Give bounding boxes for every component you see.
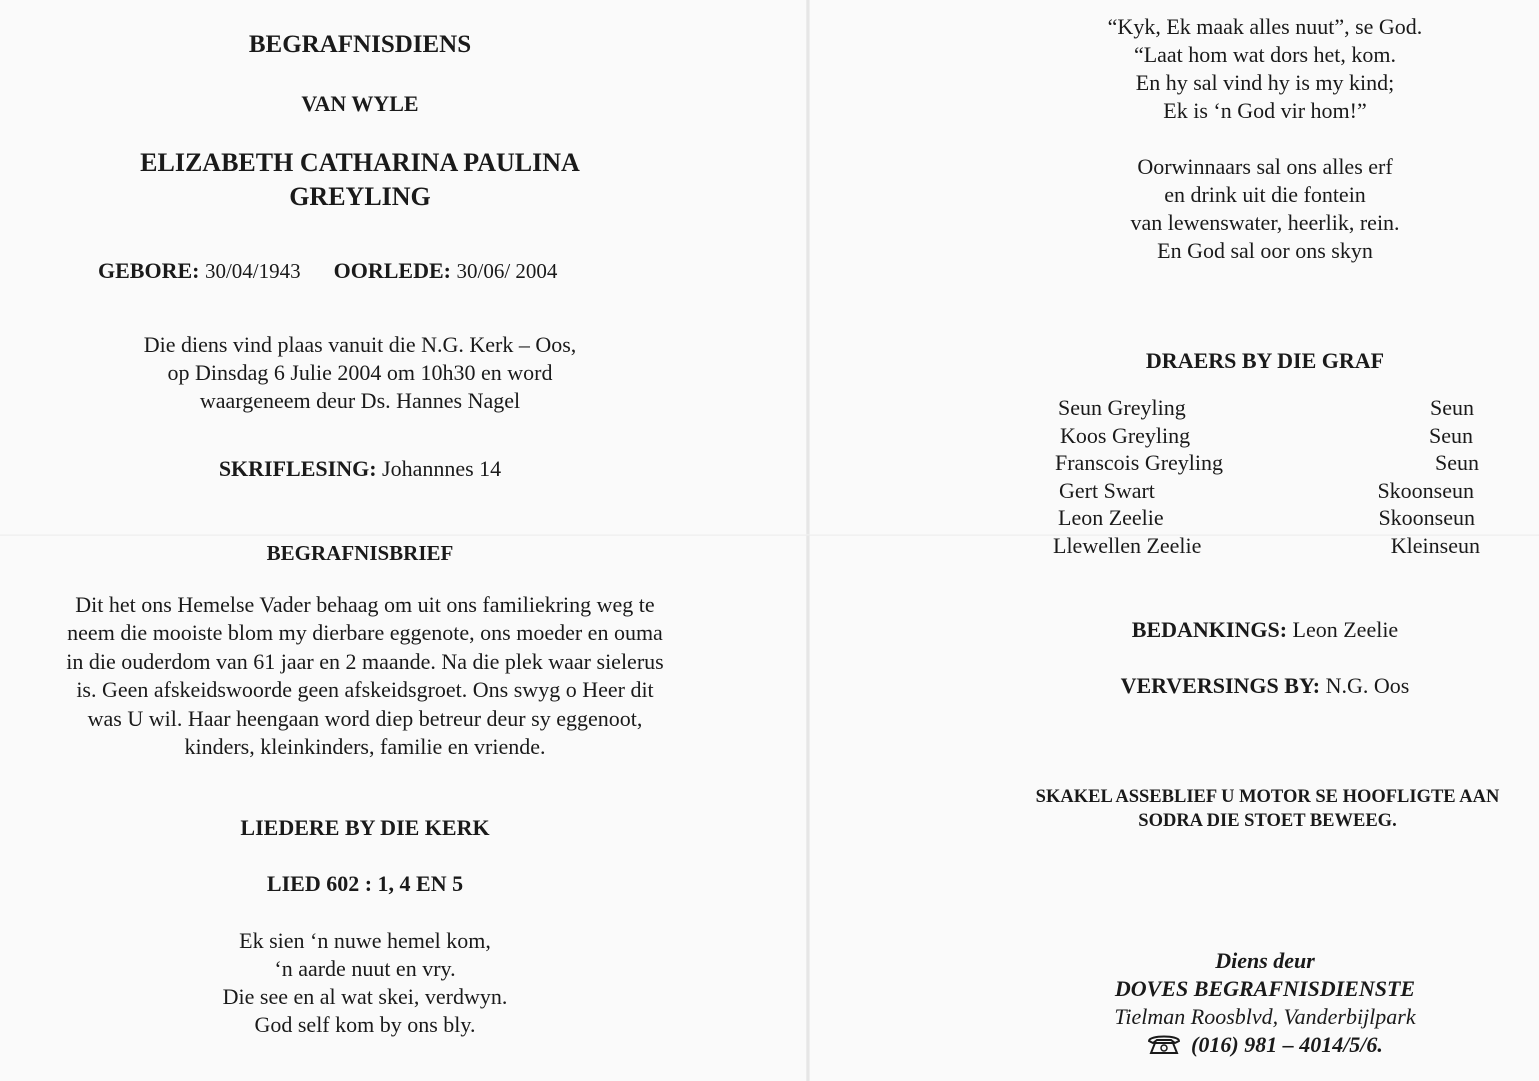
verse-line: En hy sal vind hy is my kind;: [1135, 70, 1395, 95]
bearer-name: Gert Swart: [1059, 478, 1155, 503]
undertaker-intro: Diens deur: [1215, 948, 1315, 973]
thanks-value: Leon Zeelie: [1292, 617, 1399, 642]
bearer-relation: Kleinseun: [1390, 533, 1480, 558]
horizontal-fold: [0, 534, 1539, 536]
verse-line: Ek is ‘n God vir hom!”: [1163, 98, 1367, 123]
bearer-name: Leon Zeelie: [1058, 505, 1164, 530]
bearer-relation: Skoonseun: [1378, 505, 1475, 530]
service-line: Die diens vind plaas vanuit die N.G. Kerk – Oos,: [143, 332, 577, 357]
brief-line: kinders, kleinkinders, familie en vriende.: [184, 734, 546, 760]
undertaker-phone: (016) 981 – 4014/5/6.: [1191, 1032, 1383, 1057]
thanks-row: [1015, 617, 1515, 643]
reading-value: Johannnes 14: [382, 456, 502, 481]
bearer-relation: Skoonseun: [1377, 478, 1474, 503]
verse-line: “Laat hom wat dors het, kom.: [1133, 42, 1397, 67]
undertaker-phone-row: [1015, 1031, 1515, 1062]
hymn-verse-left: [60, 927, 670, 1039]
bearers-heading: DRAERS BY DIE GRAF: [1145, 348, 1385, 373]
verse-line: Die see en al wat skei, verdwyn.: [222, 984, 508, 1009]
verse-line: “Kyk, Ek maak alles nuut”, se God.: [1107, 14, 1423, 39]
scripture-reading: [60, 456, 660, 482]
born-date: 30/04/1943: [204, 259, 301, 283]
dates-row: [98, 258, 557, 284]
van-wyle-heading: VAN WYLE: [301, 91, 419, 116]
undertaker-block: [1015, 947, 1515, 1062]
notice-line: SODRA DIE STOET BEWEEG.: [1138, 811, 1397, 831]
bearer-name: Llewellen Zeelie: [1053, 533, 1202, 558]
funeral-letter: [20, 591, 710, 761]
thanks-label: BEDANKINGS:: [1131, 617, 1288, 642]
refresh-label: VERVERSINGS BY:: [1120, 673, 1321, 698]
verse-line: van lewenswater, heerlik, rein.: [1130, 210, 1400, 235]
hymn-verse-right: [1015, 13, 1515, 265]
headlights-notice: [990, 785, 1539, 833]
name-line-2: GREYLING: [289, 182, 431, 211]
born-label: GEBORE:: [98, 258, 200, 283]
bearer-name: Koos Greyling: [1060, 423, 1191, 448]
songs-heading: LIEDERE BY DIE KERK: [240, 815, 490, 840]
center-fold: [806, 0, 810, 1081]
bearer-relation: Seun: [1435, 450, 1479, 475]
bearer-name: Seun Greyling: [1058, 395, 1186, 420]
verse-line: Oorwinnaars sal ons alles erf: [1137, 154, 1393, 179]
verse-line: En God sal oor ons skyn: [1157, 238, 1373, 263]
verse-line: Ek sien ‘n nuwe hemel kom,: [239, 928, 491, 953]
refresh-value: N.G. Oos: [1325, 673, 1410, 698]
verse-line: ‘n aarde nuut en vry.: [274, 956, 456, 981]
service-line: op Dinsdag 6 Julie 2004 om 10h30 en word: [167, 360, 553, 385]
brief-line: Dit het ons Hemelse Vader behaag om uit ons familiekring weg te: [75, 592, 655, 617]
verse-line: God self kom by ons bly.: [254, 1012, 476, 1037]
brief-line: was U wil. Haar heengaan word diep betreur deur sy eggenoot,: [87, 705, 643, 731]
bearer-relation: Seun: [1430, 395, 1474, 420]
brief-line: neem die mooiste blom my dierbare eggenote, ons moeder en ouma: [67, 620, 663, 646]
telephone-icon: [1147, 1033, 1181, 1062]
undertaker-name: DOVES BEGRAFNISDIENSTE: [1114, 976, 1416, 1001]
song-number: LIED 602 : 1, 4 EN 5: [266, 871, 464, 896]
undertaker-address: Tielman Roosblvd, Vanderbijlpark: [1114, 1004, 1416, 1029]
notice-line: SKAKEL ASSEBLIEF U MOTOR SE HOOFLIGTE AAN: [1035, 787, 1500, 807]
brief-line: in die ouderdom van 61 jaar en 2 maande. Na die plek waar sielerus: [66, 648, 664, 674]
service-line: waargeneem deur Ds. Hannes Nagel: [199, 388, 521, 413]
reading-label: SKRIFLESING:: [218, 456, 377, 481]
verse-line: en drink uit die fontein: [1164, 182, 1366, 207]
bearer-relation: Seun: [1429, 423, 1473, 448]
service-details: [60, 331, 660, 415]
deceased-name: [60, 146, 660, 214]
page-title: BEGRAFNISDIENS: [248, 31, 472, 58]
name-line-1: ELIZABETH CATHARINA PAULINA: [140, 148, 580, 177]
died-date: 30/06/ 2004: [456, 259, 558, 283]
died-label: OORLEDE:: [333, 258, 451, 283]
brief-heading: BEGRAFNISBRIEF: [266, 541, 454, 565]
refreshments-row: [1015, 673, 1515, 699]
bearer-name: Franscois Greyling: [1055, 450, 1224, 475]
brief-line: is. Geen afskeidswoorde geen afskeidsgroet. Ons swyg o Heer dit: [76, 677, 654, 703]
